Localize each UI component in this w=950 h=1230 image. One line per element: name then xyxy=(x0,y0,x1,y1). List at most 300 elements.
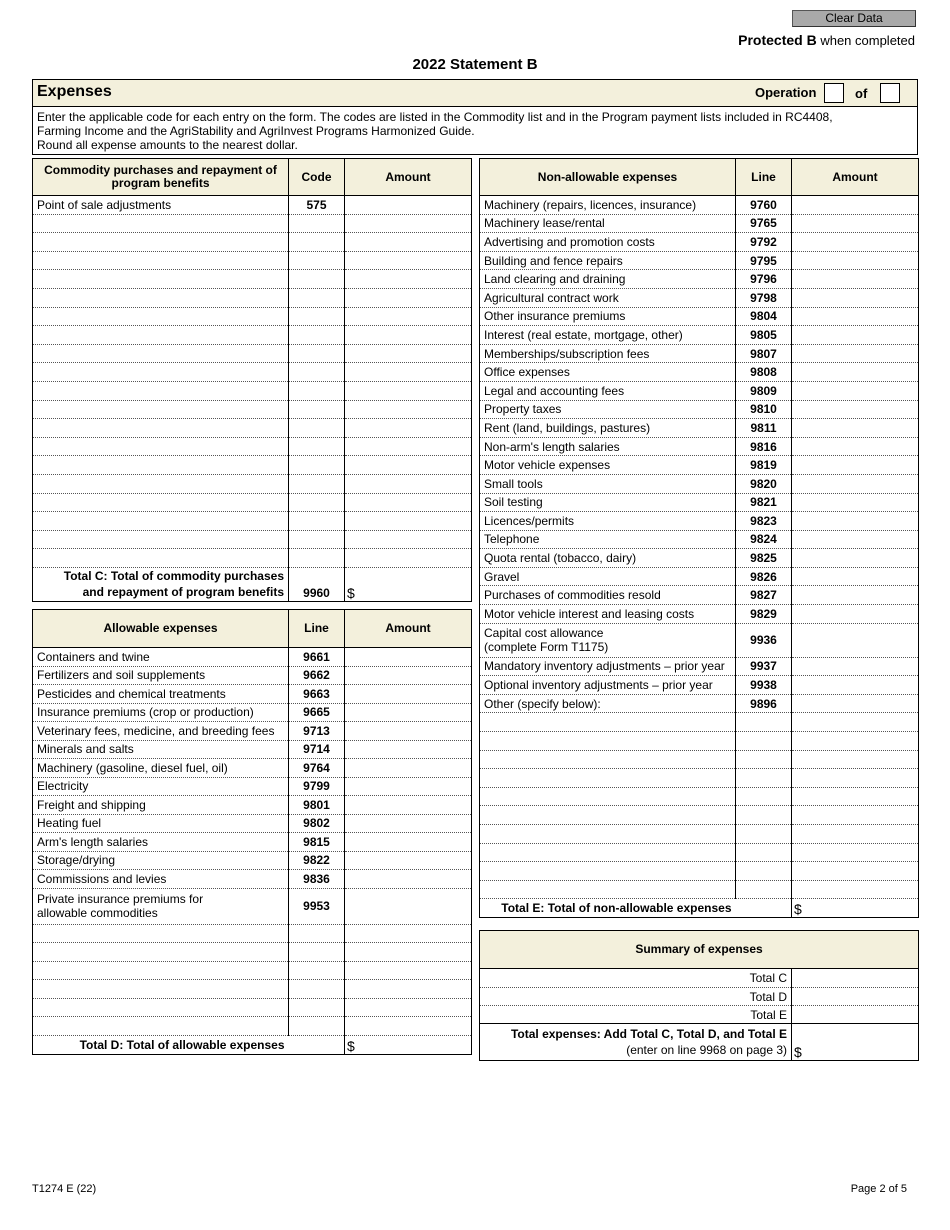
line-code: 9937 xyxy=(736,657,792,676)
amount-field[interactable] xyxy=(345,326,472,345)
table-row xyxy=(480,456,919,475)
line-code: 9820 xyxy=(736,474,792,493)
amount-field[interactable] xyxy=(792,400,919,419)
amount-field[interactable] xyxy=(792,493,919,512)
code-field[interactable] xyxy=(736,732,792,751)
amount-field[interactable] xyxy=(345,833,472,852)
line-code: 9819 xyxy=(736,456,792,475)
summary-total-e-amount[interactable] xyxy=(792,1006,919,1024)
summary-of-expenses-table xyxy=(479,930,919,1061)
line-code: 9896 xyxy=(736,694,792,713)
amount-field[interactable] xyxy=(792,732,919,751)
amount-field[interactable] xyxy=(345,703,472,722)
amount-field[interactable] xyxy=(345,381,472,400)
line-code: 9827 xyxy=(736,586,792,605)
code-field[interactable] xyxy=(736,713,792,732)
amount-field[interactable] xyxy=(792,806,919,825)
line-code: 9938 xyxy=(736,676,792,695)
column-header: Allowable expenses xyxy=(33,610,289,648)
line-code[interactable] xyxy=(289,288,345,307)
amount-field[interactable] xyxy=(345,307,472,326)
amount-field[interactable] xyxy=(792,694,919,713)
row-label[interactable] xyxy=(33,363,289,382)
table-row xyxy=(33,833,472,852)
line-code: 9822 xyxy=(289,851,345,870)
table-row xyxy=(33,722,472,741)
amount-field[interactable] xyxy=(345,493,472,512)
total-c-label xyxy=(33,567,289,601)
table-row xyxy=(480,657,919,676)
code-field[interactable] xyxy=(736,769,792,788)
table-row xyxy=(480,437,919,456)
code-field[interactable] xyxy=(736,862,792,881)
operation-total-field[interactable] xyxy=(880,83,900,103)
amount-field[interactable] xyxy=(792,233,919,252)
amount-field[interactable] xyxy=(792,326,919,345)
amount-field[interactable] xyxy=(792,787,919,806)
amount-field[interactable] xyxy=(792,456,919,475)
table-row xyxy=(33,530,472,549)
amount-field[interactable] xyxy=(345,270,472,289)
description-field[interactable] xyxy=(480,880,736,899)
line-code: 9804 xyxy=(736,307,792,326)
amount-field[interactable] xyxy=(345,400,472,419)
table-row xyxy=(480,549,919,568)
protected-label: Protected B xyxy=(738,32,817,48)
amount-field[interactable] xyxy=(345,722,472,741)
line-code: 9796 xyxy=(736,270,792,289)
line-code: 9801 xyxy=(289,796,345,815)
clear-data-button[interactable]: Clear Data xyxy=(792,10,916,27)
amount-field[interactable] xyxy=(345,344,472,363)
blank-row xyxy=(33,1017,472,1036)
line-code: 9807 xyxy=(736,344,792,363)
row-label[interactable] xyxy=(33,419,289,438)
row-label[interactable] xyxy=(33,400,289,419)
row-label: Interest (real estate, mortgage, other) xyxy=(480,326,736,345)
description-field[interactable] xyxy=(33,961,289,980)
code-field[interactable] xyxy=(736,880,792,899)
table-row xyxy=(480,251,919,270)
blank-row xyxy=(480,843,919,862)
amount-field[interactable] xyxy=(792,623,919,657)
table-row xyxy=(33,400,472,419)
amount-field[interactable] xyxy=(345,740,472,759)
amount-field[interactable] xyxy=(345,759,472,778)
amount-field[interactable] xyxy=(792,657,919,676)
amount-field[interactable] xyxy=(792,586,919,605)
line-code: 9760 xyxy=(736,196,792,215)
column-header: Code xyxy=(289,159,345,196)
amount-field[interactable] xyxy=(792,843,919,862)
line-code: 9823 xyxy=(736,512,792,531)
code-field[interactable] xyxy=(289,1017,345,1036)
total-c-line2: and repayment of program benefits xyxy=(82,585,284,600)
code-field[interactable] xyxy=(289,998,345,1017)
amount-field[interactable] xyxy=(345,437,472,456)
amount-field[interactable] xyxy=(345,288,472,307)
row-label: Veterinary fees, medicine, and breeding fees xyxy=(33,722,289,741)
table-row xyxy=(33,796,472,815)
row-label[interactable] xyxy=(33,437,289,456)
row-label: Freight and shipping xyxy=(33,796,289,815)
code-field[interactable] xyxy=(736,843,792,862)
line-code: 9802 xyxy=(289,814,345,833)
amount-field[interactable] xyxy=(345,251,472,270)
row-label: Fertilizers and soil supplements xyxy=(33,666,289,685)
line-code: 9824 xyxy=(736,530,792,549)
table-row xyxy=(480,307,919,326)
code-field[interactable] xyxy=(289,924,345,943)
amount-field[interactable] xyxy=(792,214,919,233)
amount-field[interactable] xyxy=(345,998,472,1017)
private-insurance-label xyxy=(33,888,289,924)
description-field[interactable] xyxy=(480,843,736,862)
row-label: Insurance premiums (crop or production) xyxy=(33,703,289,722)
amount-field[interactable] xyxy=(792,713,919,732)
row-label[interactable] xyxy=(33,251,289,270)
amount-field[interactable] xyxy=(792,750,919,769)
line-code[interactable] xyxy=(289,326,345,345)
amount-field[interactable] xyxy=(345,685,472,704)
row-label: Motor vehicle expenses xyxy=(480,456,736,475)
line-code[interactable] xyxy=(289,251,345,270)
table-row xyxy=(480,214,919,233)
allowable-expenses-table xyxy=(32,609,472,1055)
line-code: 9815 xyxy=(289,833,345,852)
amount-field[interactable] xyxy=(792,419,919,438)
summary-total-e-label: Total E xyxy=(480,1006,792,1024)
code-field[interactable] xyxy=(289,943,345,962)
amount-field[interactable] xyxy=(792,344,919,363)
line-code[interactable] xyxy=(289,233,345,252)
amount-field[interactable] xyxy=(792,437,919,456)
blank-row xyxy=(33,980,472,999)
table-row xyxy=(480,344,919,363)
instruction-line: Farming Income and the AgriStability and AgriInvest Programs Harmonized Guide. xyxy=(37,124,475,138)
row-label: Optional inventory adjustments – prior year xyxy=(480,676,736,695)
row-label: Electricity xyxy=(33,777,289,796)
amount-field[interactable] xyxy=(345,214,472,233)
amount-field[interactable] xyxy=(345,814,472,833)
amount-field[interactable] xyxy=(345,961,472,980)
amount-field[interactable] xyxy=(345,512,472,531)
form-id: T1274 E (22) xyxy=(32,1183,97,1195)
instruction-line: Enter the applicable code for each entry on the form. The codes are listed in the Commodity list and in the Program payment lists included in RC4408, xyxy=(37,110,833,124)
summary-total-d-label: Total D xyxy=(480,988,792,1006)
protected-b-notice xyxy=(738,32,915,48)
total-d-amount[interactable] xyxy=(345,1035,472,1054)
table-row xyxy=(33,888,472,924)
line-code[interactable] xyxy=(289,270,345,289)
table-row xyxy=(33,326,472,345)
amount-field[interactable] xyxy=(345,796,472,815)
row-label: Telephone xyxy=(480,530,736,549)
code-field[interactable] xyxy=(736,750,792,769)
table-row xyxy=(480,288,919,307)
line-code[interactable] xyxy=(289,344,345,363)
table-row xyxy=(33,740,472,759)
table-row xyxy=(480,381,919,400)
line-code[interactable] xyxy=(289,419,345,438)
amount-field[interactable] xyxy=(792,676,919,695)
line-code: 9665 xyxy=(289,703,345,722)
row-label: Soil testing xyxy=(480,493,736,512)
line-code: 575 xyxy=(289,196,345,215)
amount-field[interactable] xyxy=(792,363,919,382)
column-header: Non-allowable expenses xyxy=(480,159,736,196)
amount-field[interactable] xyxy=(345,777,472,796)
amount-field[interactable] xyxy=(345,196,472,215)
total-c-amount[interactable] xyxy=(345,567,472,601)
amount-field[interactable] xyxy=(792,288,919,307)
description-field[interactable] xyxy=(480,806,736,825)
instruction-line: Round all expense amounts to the nearest dollar. xyxy=(37,138,298,152)
row-label: Other insurance premiums xyxy=(480,307,736,326)
column-header: Commodity purchases and repayment of program benefits xyxy=(33,159,289,196)
row-label[interactable] xyxy=(33,456,289,475)
non-allowable-expenses-table xyxy=(479,158,919,918)
row-label[interactable] xyxy=(33,307,289,326)
blank-row xyxy=(480,713,919,732)
table-row xyxy=(480,605,919,624)
operation-label: Operation xyxy=(755,85,817,100)
page-title: 2022 Statement B xyxy=(412,56,538,73)
table-row xyxy=(33,288,472,307)
row-label: Pesticides and chemical treatments xyxy=(33,685,289,704)
table-row xyxy=(480,493,919,512)
row-label: Purchases of commodities resold xyxy=(480,586,736,605)
row-label: Non-arm's length salaries xyxy=(480,437,736,456)
summary-total-c-amount[interactable] xyxy=(792,969,919,988)
blank-row xyxy=(480,806,919,825)
table-row xyxy=(480,512,919,531)
table-row xyxy=(33,814,472,833)
row-label: Arm's length salaries xyxy=(33,833,289,852)
total-expenses-line2: (enter on line 9968 on page 3) xyxy=(626,1043,787,1057)
amount-field[interactable] xyxy=(792,307,919,326)
page-number: Page 2 of 5 xyxy=(850,1183,907,1195)
line-code[interactable] xyxy=(289,512,345,531)
amount-field[interactable] xyxy=(792,196,919,215)
row-label: Machinery (repairs, licences, insurance) xyxy=(480,196,736,215)
row-label[interactable] xyxy=(33,474,289,493)
amount-field[interactable] xyxy=(345,233,472,252)
total-d-spacer xyxy=(289,1035,345,1054)
amount-field[interactable] xyxy=(792,474,919,493)
table-row xyxy=(480,474,919,493)
line-code[interactable] xyxy=(289,493,345,512)
row-label: Mandatory inventory adjustments – prior year xyxy=(480,657,736,676)
row-label[interactable] xyxy=(33,512,289,531)
expenses-header xyxy=(32,79,918,155)
amount-field[interactable] xyxy=(345,666,472,685)
amount-field[interactable] xyxy=(792,605,919,624)
amount-field[interactable] xyxy=(345,980,472,999)
line-code: 9798 xyxy=(736,288,792,307)
amount-field[interactable] xyxy=(792,769,919,788)
summary-header: Summary of expenses xyxy=(480,931,919,969)
amount-field[interactable] xyxy=(345,456,472,475)
code-field[interactable] xyxy=(736,806,792,825)
table-row xyxy=(480,676,919,695)
row-label[interactable] xyxy=(33,214,289,233)
amount-field[interactable] xyxy=(345,870,472,889)
protected-suffix: when completed xyxy=(816,33,915,48)
table-row xyxy=(33,419,472,438)
line-code[interactable] xyxy=(289,437,345,456)
amount-field[interactable] xyxy=(345,648,472,667)
line-code[interactable] xyxy=(289,400,345,419)
total-expenses-amount[interactable] xyxy=(792,1024,919,1061)
amount-field[interactable] xyxy=(345,549,472,568)
total-e-amount[interactable] xyxy=(792,899,919,918)
row-label: Legal and accounting fees xyxy=(480,381,736,400)
amount-field[interactable] xyxy=(792,530,919,549)
table-row xyxy=(33,512,472,531)
amount-field[interactable] xyxy=(792,567,919,586)
private-line1: Private insurance premiums for xyxy=(37,892,204,906)
row-label[interactable] xyxy=(33,270,289,289)
amount-field[interactable] xyxy=(345,474,472,493)
description-field[interactable] xyxy=(33,924,289,943)
line-code: 9836 xyxy=(289,870,345,889)
line-code: 9811 xyxy=(736,419,792,438)
line-code: 9662 xyxy=(289,666,345,685)
row-label[interactable] xyxy=(33,530,289,549)
amount-field[interactable] xyxy=(345,530,472,549)
code-field[interactable] xyxy=(289,961,345,980)
table-row xyxy=(480,270,919,289)
description-field[interactable] xyxy=(33,1017,289,1036)
row-label[interactable] xyxy=(33,288,289,307)
column-header: Amount xyxy=(345,610,472,648)
code-field[interactable] xyxy=(289,980,345,999)
amount-field[interactable] xyxy=(345,363,472,382)
row-label: Point of sale adjustments xyxy=(33,196,289,215)
description-field[interactable] xyxy=(33,998,289,1017)
line-code: 9764 xyxy=(289,759,345,778)
amount-field[interactable] xyxy=(792,512,919,531)
row-label: Memberships/subscription fees xyxy=(480,344,736,363)
code-field[interactable] xyxy=(736,825,792,844)
amount-field[interactable] xyxy=(792,862,919,881)
line-code: 9714 xyxy=(289,740,345,759)
row-label: Property taxes xyxy=(480,400,736,419)
table-row xyxy=(33,270,472,289)
line-code[interactable] xyxy=(289,530,345,549)
row-label[interactable] xyxy=(33,344,289,363)
blank-row xyxy=(480,880,919,899)
row-label: Licences/permits xyxy=(480,512,736,531)
commodity-purchases-table xyxy=(32,158,472,602)
table-row xyxy=(33,344,472,363)
table-row xyxy=(480,400,919,419)
summary-total-d-amount[interactable] xyxy=(792,988,919,1006)
row-label: Quota rental (tobacco, dairy) xyxy=(480,549,736,568)
description-field[interactable] xyxy=(33,943,289,962)
amount-field[interactable] xyxy=(792,825,919,844)
amount-field[interactable] xyxy=(345,851,472,870)
row-label: Heating fuel xyxy=(33,814,289,833)
description-field[interactable] xyxy=(480,713,736,732)
description-field[interactable] xyxy=(480,825,736,844)
amount-field[interactable] xyxy=(792,549,919,568)
row-label[interactable] xyxy=(33,326,289,345)
description-field[interactable] xyxy=(480,862,736,881)
line-code: 9663 xyxy=(289,685,345,704)
table-row xyxy=(33,456,472,475)
amount-field[interactable] xyxy=(345,419,472,438)
row-label: Motor vehicle interest and leasing costs xyxy=(480,605,736,624)
table-row xyxy=(33,363,472,382)
line-code: 9765 xyxy=(736,214,792,233)
operation-number-field[interactable] xyxy=(824,83,844,103)
amount-field[interactable] xyxy=(345,888,472,924)
description-field[interactable] xyxy=(480,732,736,751)
line-code: 9953 xyxy=(289,888,345,924)
line-code[interactable] xyxy=(289,474,345,493)
line-code[interactable] xyxy=(289,549,345,568)
line-code: 9936 xyxy=(736,623,792,657)
blank-row xyxy=(480,750,919,769)
row-label: Machinery (gasoline, diesel fuel, oil) xyxy=(33,759,289,778)
amount-field[interactable] xyxy=(345,1017,472,1036)
amount-field[interactable] xyxy=(792,381,919,400)
line-code: 9821 xyxy=(736,493,792,512)
amount-field[interactable] xyxy=(792,880,919,899)
table-row xyxy=(33,307,472,326)
column-header: Amount xyxy=(345,159,472,196)
table-row xyxy=(33,685,472,704)
table-row xyxy=(480,363,919,382)
blank-row xyxy=(33,924,472,943)
line-code: 9799 xyxy=(289,777,345,796)
description-field[interactable] xyxy=(480,750,736,769)
amount-field[interactable] xyxy=(345,943,472,962)
dollar-sign: $ xyxy=(794,901,802,918)
table-row xyxy=(33,493,472,512)
line-code[interactable] xyxy=(289,363,345,382)
line-code[interactable] xyxy=(289,307,345,326)
table-row xyxy=(33,648,472,667)
blank-row xyxy=(33,943,472,962)
row-label[interactable] xyxy=(33,233,289,252)
description-field[interactable] xyxy=(33,980,289,999)
table-row xyxy=(33,870,472,889)
amount-field[interactable] xyxy=(345,924,472,943)
row-label: Other (specify below): xyxy=(480,694,736,713)
description-field[interactable] xyxy=(480,769,736,788)
row-label[interactable] xyxy=(33,381,289,400)
line-code[interactable] xyxy=(289,381,345,400)
amount-field[interactable] xyxy=(792,270,919,289)
row-label[interactable] xyxy=(33,493,289,512)
row-label[interactable] xyxy=(33,549,289,568)
amount-field[interactable] xyxy=(792,251,919,270)
description-field[interactable] xyxy=(480,787,736,806)
table-row xyxy=(33,703,472,722)
column-header: Amount xyxy=(792,159,919,196)
line-code[interactable] xyxy=(289,214,345,233)
line-code[interactable] xyxy=(289,456,345,475)
line-code: 9808 xyxy=(736,363,792,382)
row-label: Building and fence repairs xyxy=(480,251,736,270)
code-field[interactable] xyxy=(736,787,792,806)
total-e-spacer xyxy=(736,899,792,918)
dollar-sign: $ xyxy=(347,584,355,601)
column-header: Line xyxy=(289,610,345,648)
